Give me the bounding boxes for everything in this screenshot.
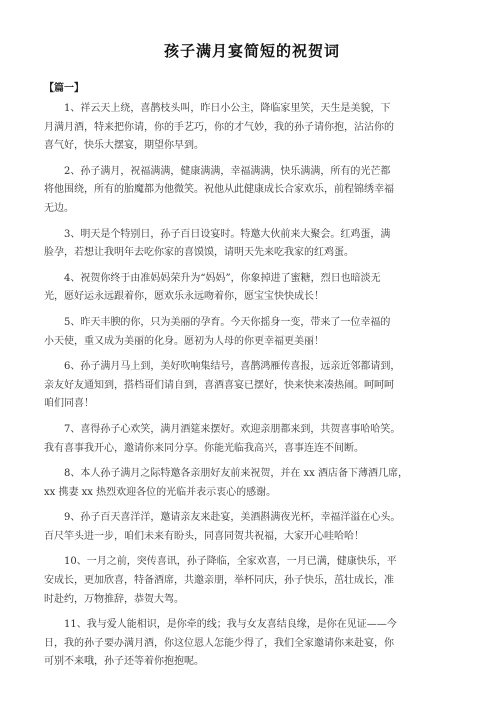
paragraph-line: 可别不来哦，孙子还等着你抱抱呢。 bbox=[44, 656, 204, 668]
paragraph bbox=[44, 226, 460, 263]
paragraph-line: 5、昨天丰腴的你，只为美丽的孕育。今天你摇身一变，带来了一位幸福的 bbox=[64, 316, 391, 328]
paragraph-line: 9、孙子百天喜洋洋，邀请亲友来赴宴，美酒斟满夜光杯，幸福洋溢在心头。 bbox=[64, 512, 401, 524]
paragraph bbox=[44, 509, 460, 546]
paragraph-line: 3、明天是个特别日，孙子百日设宴时。特邀大伙前来大聚会。红鸡蛋，满 bbox=[64, 228, 391, 240]
paragraph-line: 咱们同喜！ bbox=[44, 398, 94, 410]
paragraph-line: 我有喜事我开心，邀请你来同分享。你能光临我高兴，喜事连连不间断。 bbox=[44, 442, 364, 454]
section-label: 【篇一】 bbox=[44, 83, 84, 94]
paragraph bbox=[44, 421, 460, 458]
paragraph-line: xx 携妻 xx 热烈欢迎各位的光临并表示衷心的感谢。 bbox=[44, 486, 277, 498]
paragraph-line: 2、孙子满月，祝福满满，健康满满，幸福满满，快乐满满，所有的光芒都 bbox=[64, 165, 391, 177]
paragraph bbox=[44, 270, 460, 307]
paragraph bbox=[44, 465, 460, 502]
paragraph-line: 日，我的孙子要办满月酒，你这位恩人怎能少得了，我们全家邀请你来赴宴，你 bbox=[44, 637, 394, 649]
paragraph-line: 安成长，更加欣喜，特备酒席，共邀亲朋，举杯同庆，孙子快乐，茁壮成长，准 bbox=[44, 575, 394, 587]
paragraph bbox=[44, 100, 460, 156]
paragraph bbox=[44, 553, 460, 609]
paragraph-line: 百尺竿头进一步，咱们未来有盼头，同喜同贺共祝福，大家开心哇哈哈！ bbox=[44, 530, 364, 542]
paragraph-line: 小天使，重又成为美丽的化身。愿初为人母的你更幸福更美丽！ bbox=[44, 335, 324, 347]
paragraph-line: 将他围绕，所有的胎魔都为他微笑。祝他从此健康成长合家欢乐，前程锦绣幸福 bbox=[44, 184, 394, 196]
paragraph-line: 喜气好，快乐大摆宴，期望你早到。 bbox=[44, 140, 204, 152]
paragraph-line: 8、本人孙子满月之际特邀各亲朋好友前来祝贺，并在 xx 酒店备下薄酒几席， bbox=[64, 468, 408, 480]
paragraph bbox=[44, 314, 460, 351]
paragraph-line: 6、孙子满月马上到，美好吹响集结号，喜鹊鸿雁传喜报，远亲近邻都请到， bbox=[64, 361, 401, 373]
paragraph-line: 11、我与爱人能相识，是你牵的线；我与女友喜结良缘，是你在见证——今 bbox=[64, 619, 397, 631]
paragraph-line: 时赴约，万物推辞，恭贺大驾。 bbox=[44, 593, 184, 605]
paragraph-line: 光，愿好运永远跟着你，愿欢乐永远吻着你，愿宝宝快快成长！ bbox=[44, 291, 324, 303]
paragraph-line: 亲友好友通知到，搭档哥们请自到，喜酒喜宴已摆好，快来快来凑热闹。呵呵呵 bbox=[44, 379, 394, 391]
paragraph-line: 无边。 bbox=[44, 202, 74, 214]
paragraph bbox=[44, 358, 460, 414]
paragraph-line: 脸孕，若想让我明年去吃你家的喜馍馍，请明天先来吃我家的红鸡蛋。 bbox=[44, 247, 354, 259]
paragraph-line: 月满月酒，特来把你请，你的手艺巧，你的才气妙，我的孙子请你抱，沾沾你的 bbox=[44, 121, 394, 133]
paragraph bbox=[44, 616, 460, 672]
paragraph-line: 7、喜得孙子心欢笑，满月酒筵来摆好。欢迎亲朋都来到，共贺喜事哈哈笑。 bbox=[64, 423, 401, 435]
paragraph bbox=[44, 163, 460, 219]
paragraph-line: 10、一月之前，突传喜讯，孙子降临，全家欢喜，一月已满，健康快乐，平 bbox=[64, 556, 397, 568]
paragraph-line: 1、祥云天上绕，喜鹊枝头叫，昨日小公主，降临家里笑，天生是美貌，下 bbox=[64, 103, 391, 114]
paragraph-line: 4、祝贺你终于由准妈妈荣升为“妈妈”，你象掉进了蜜糖，烈日也暗淡无 bbox=[64, 272, 381, 284]
document-title: 孩子满月宴简短的祝贺词 bbox=[163, 42, 340, 60]
